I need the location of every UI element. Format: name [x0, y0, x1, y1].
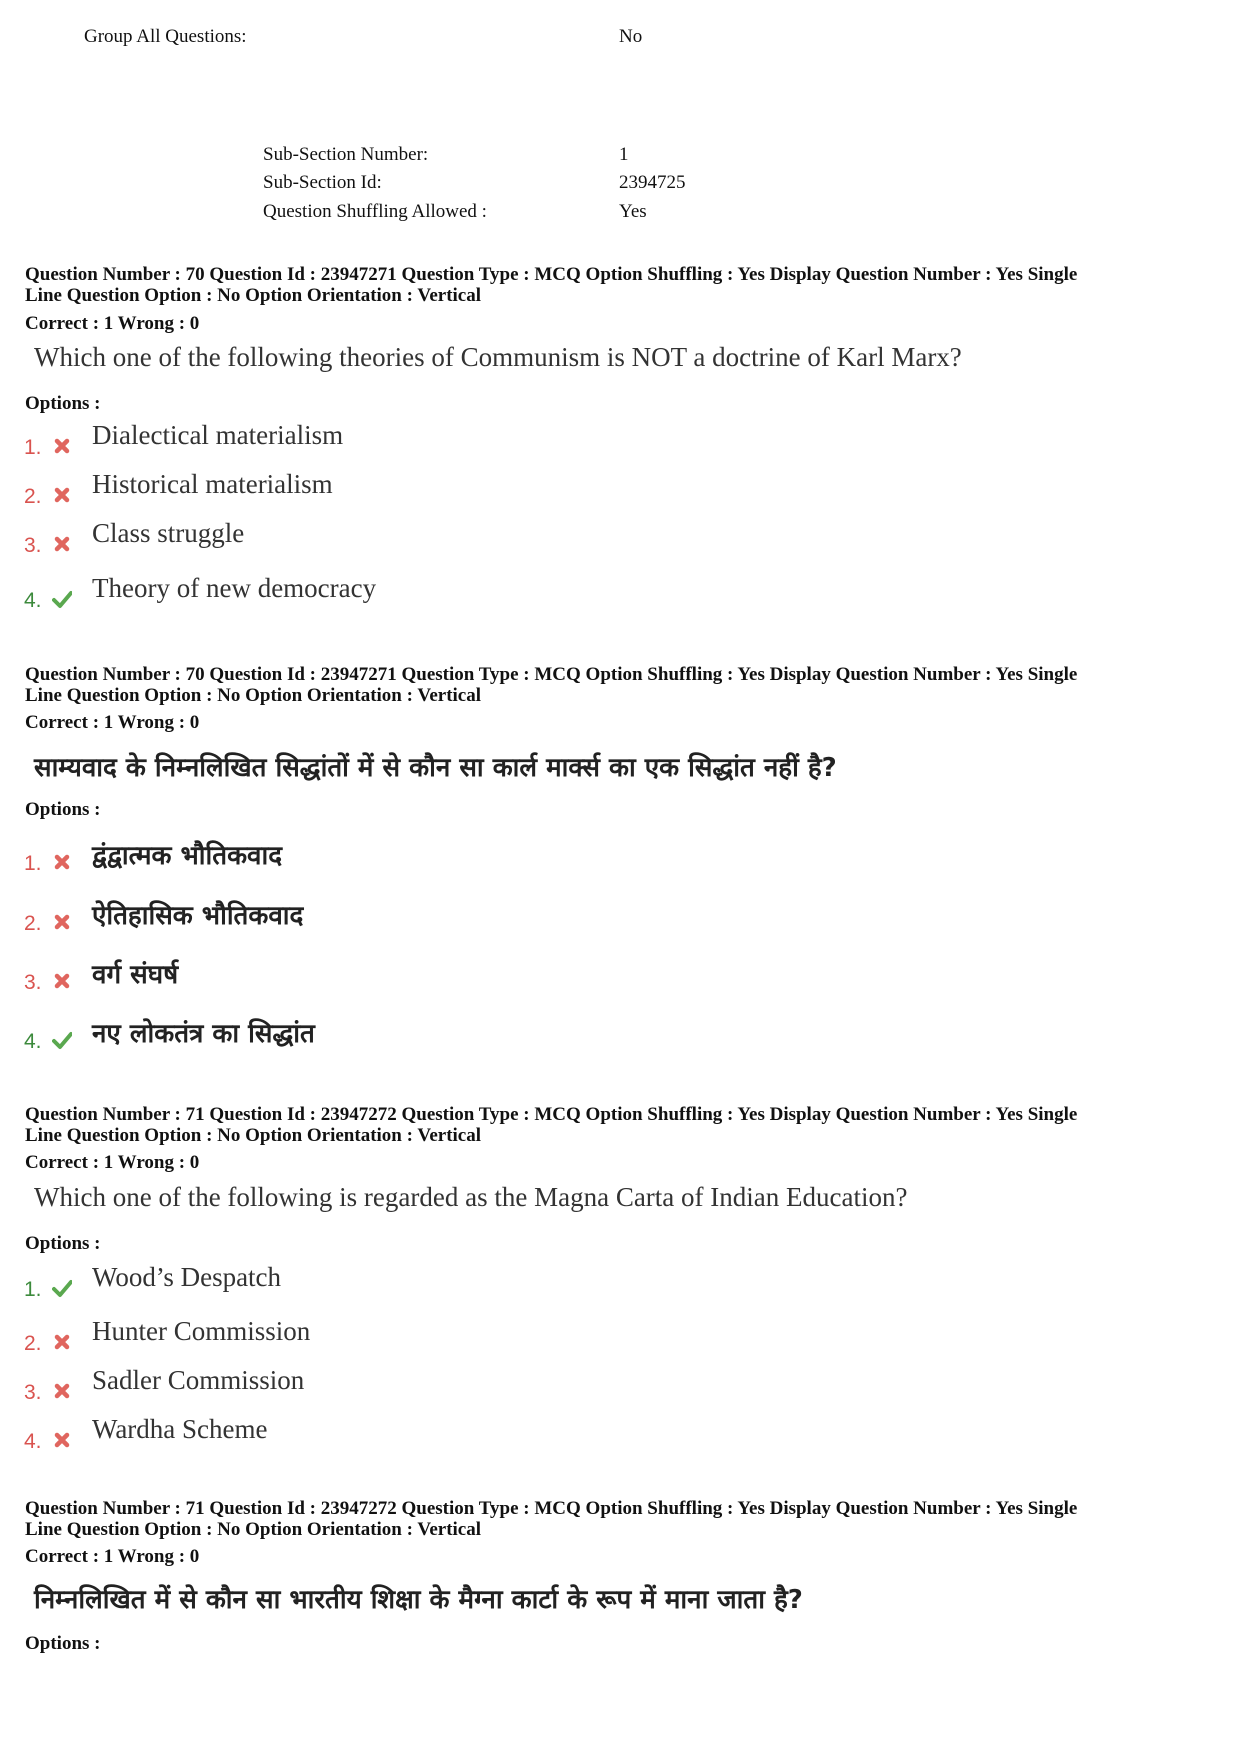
option-item [24, 469, 724, 509]
option-item [24, 1365, 724, 1405]
group-all-questions-value: No [619, 26, 643, 47]
option-text: Class struggle [92, 518, 245, 548]
option-text: ऐतिहासिक भौतिकवाद [92, 901, 304, 931]
question-header-line1: Question Number : 70 Question Id : 23947271 Question Type : MCQ Option Shuffling : Yes Display Question Number : Yes Single [25, 264, 1078, 285]
question-text: Which one of the following is regarded as the Magna Carta of Indian Education? [34, 1182, 908, 1212]
subsection-number-label: Sub-Section Number: [263, 144, 429, 165]
cross-icon [52, 1381, 72, 1401]
question-header-line1: Question Number : 71 Question Id : 23947272 Question Type : MCQ Option Shuffling : Yes Display Question Number : Yes Single [25, 1104, 1078, 1125]
question-marks: Correct : 1 Wrong : 0 [25, 1546, 200, 1567]
cross-icon [52, 1332, 72, 1352]
option-number: 3. [24, 971, 42, 994]
option-item [24, 836, 724, 876]
option-item [24, 1316, 724, 1356]
options-label: Options : [25, 1233, 101, 1254]
options-label: Options : [25, 1633, 101, 1654]
option-text: नए लोकतंत्र का सिद्धांत [92, 1019, 315, 1049]
option-number: 4. [24, 1430, 42, 1453]
option-number: 2. [24, 1332, 42, 1355]
subsection-id-label: Sub-Section Id: [263, 172, 382, 193]
check-icon [52, 1278, 72, 1298]
option-number: 4. [24, 589, 42, 612]
question-header-line2: Line Question Option : No Option Orientation : Vertical [25, 685, 482, 706]
question-text: निम्नलिखित में से कौन सा भारतीय शिक्षा के मैग्ना कार्टा के रूप में माना जाता है? [34, 1585, 803, 1615]
question-header-line1: Question Number : 71 Question Id : 23947272 Question Type : MCQ Option Shuffling : Yes Display Question Number : Yes Single [25, 1498, 1078, 1519]
question-header [25, 264, 1217, 306]
option-text: Wardha Scheme [92, 1414, 268, 1444]
option-text: Wood’s Despatch [92, 1262, 282, 1292]
question-header [25, 664, 1217, 706]
question-header-line2: Line Question Option : No Option Orientation : Vertical [25, 1125, 482, 1146]
group-all-questions-label: Group All Questions: [84, 26, 247, 47]
options-label: Options : [25, 799, 101, 820]
option-number: 3. [24, 534, 42, 557]
check-icon [52, 1030, 72, 1050]
question-header [25, 1498, 1217, 1540]
option-item [24, 420, 724, 460]
option-text: Sadler Commission [92, 1365, 305, 1395]
option-item [24, 955, 724, 995]
cross-icon [52, 1430, 72, 1450]
cross-icon [52, 912, 72, 932]
options-label: Options : [25, 393, 101, 414]
option-number: 3. [24, 1381, 42, 1404]
option-text: द्वंद्वात्मक भौतिकवाद [92, 841, 283, 871]
option-item [24, 896, 724, 936]
cross-icon [52, 534, 72, 554]
cross-icon [52, 436, 72, 456]
option-text: वर्ग संघर्ष [92, 960, 179, 990]
cross-icon [52, 485, 72, 505]
option-number: 2. [24, 485, 42, 508]
question-marks: Correct : 1 Wrong : 0 [25, 1152, 200, 1173]
option-item [24, 573, 724, 613]
subsection-number-value: 1 [619, 144, 629, 165]
option-text: Theory of new democracy [92, 573, 377, 603]
cross-icon [52, 971, 72, 991]
question-header-line2: Line Question Option : No Option Orientation : Vertical [25, 285, 482, 306]
question-text: Which one of the following theories of Communism is NOT a doctrine of Karl Marx? [34, 342, 962, 372]
subsection-id-value: 2394725 [619, 172, 686, 193]
cross-icon [52, 852, 72, 872]
option-item [24, 518, 724, 558]
option-number: 1. [24, 1278, 42, 1301]
question-header [25, 1104, 1217, 1146]
question-shuffling-value: Yes [619, 201, 647, 222]
option-text: Historical materialism [92, 469, 333, 499]
question-shuffling-label: Question Shuffling Allowed : [263, 201, 487, 222]
option-item [24, 1414, 724, 1454]
option-text: Hunter Commission [92, 1316, 311, 1346]
option-item [24, 1014, 724, 1054]
option-number: 4. [24, 1030, 42, 1053]
question-marks: Correct : 1 Wrong : 0 [25, 313, 200, 334]
check-icon [52, 589, 72, 609]
question-header-line2: Line Question Option : No Option Orientation : Vertical [25, 1519, 482, 1540]
option-number: 2. [24, 912, 42, 935]
option-number: 1. [24, 436, 42, 459]
option-text: Dialectical materialism [92, 420, 344, 450]
question-text: साम्यवाद के निम्नलिखित सिद्धांतों में से कौन सा कार्ल मार्क्स का एक सिद्धांत नहीं है? [34, 753, 837, 783]
question-header-line1: Question Number : 70 Question Id : 23947271 Question Type : MCQ Option Shuffling : Yes Display Question Number : Yes Single [25, 664, 1078, 685]
question-marks: Correct : 1 Wrong : 0 [25, 712, 200, 733]
option-number: 1. [24, 852, 42, 875]
option-item [24, 1262, 724, 1302]
